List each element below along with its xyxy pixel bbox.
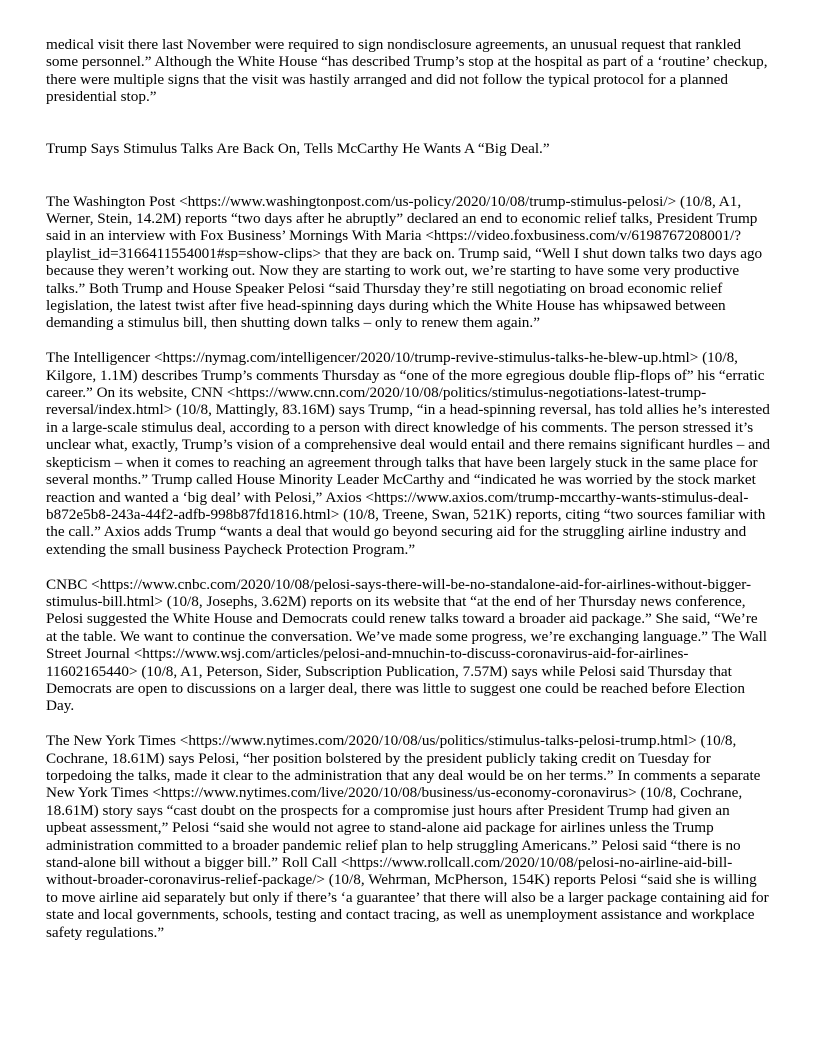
paragraph-washington-post: The Washington Post <https://www.washingtonpost.com/us-policy/2020/10/08/trump-stimulus-pelosi/> (10/8, A1, Werner, Stein, 14.2M) reports “two days after he abruptly” declared an end to economic relief talks, President Trump said in an interview with Fox Business’ Mornings With Maria <https://video.foxbusiness.com/v/6198767208001/?playlist_id=3166411554001#sp=show-clips> that they are back on. Trump said, “Well I shut down talks two days ago because they weren’t working out. Now they are starting to work out, we’re starting to have some very productive talks.” Both Trump and House Speaker Pelosi “said Thursday they’re still negotiating on broad economic relief legislation, the latest twist after five head-spinning days during which the White House has whipsawed between demanding a stimulus bill, then shutting down talks – only to renew them again.”	[46, 192, 763, 332]
section-heading-stimulus: Trump Says Stimulus Talks Are Back On, Tells McCarthy He Wants A “Big Deal.”	[46, 140, 550, 158]
paragraph-hospital-visit: medical visit there last November were required to sign nondisclosure agreements, an unusual request that rankled some personnel.” Although the White House “has described Trump’s stop at the hospital as part of a ‘routine’ checkup, there were multiple signs that the visit was hastily arranged and did not follow the typical protocol for a planned presidential stop.”	[46, 36, 768, 106]
document-page	[46, 36, 772, 941]
paragraph-new-york-times: The New York Times <https://www.nytimes.com/2020/10/08/us/politics/stimulus-talks-pelosi-trump.html> (10/8, Cochrane, 18.61M) says Pelosi, “her position bolstered by the president publicly taking credit on Tuesday for torpedoing the talks, made it clear to the administration that any deal would be on her terms.” In comments a separate New York Times <https://www.nytimes.com/live/2020/10/08/business/us-economy-coronavirus> (10/8, Cochrane, 18.61M) story says “cast doubt on the prospects for a compromise just hours after President Trump had given an upbeat assessment,” Pelosi “said she would not agree to stand-alone aid package for airlines unless the Trump administration committed to a broader pandemic relief plan to help struggling Americans.” Pelosi said “there is no stand-alone bill without a bigger bill.” Roll Call <https://www.rollcall.com/2020/10/08/pelosi-no-airline-aid-bill-without-broader-coronavirus-relief-package/> (10/8, Wehrman, McPherson, 154K) reports Pelosi “said she is willing to move airline aid separately but only if there’s ‘a guarantee’ that there will also be a larger package containing aid for state and local governments, schools, testing and contact tracing, as well as unemployment assistance and workplace safety regulations.”	[46, 732, 769, 941]
paragraph-cnbc: CNBC <https://www.cnbc.com/2020/10/08/pelosi-says-there-will-be-no-standalone-aid-for-airlines-without-bigger-stimulus-bill.html> (10/8, Josephs, 3.62M) reports on its website that “at the end of her Thursday news conference, Pelosi suggested the White House and Democrats could renew talks toward a broader aid package.” She said, “We’re at the table. We want to continue the conversation. We’ve made some progress, we’re exchanging language.” The Wall Street Journal <https://www.wsj.com/articles/pelosi-and-mnuchin-to-discuss-coronavirus-aid-for-airlines-11602165440> (10/8, A1, Peterson, Sider, Subscription Publication, 7.57M) says while Pelosi said Thursday that Democrats are open to discussions on a larger deal, there was little to suggest one could be reached before Election Day.	[46, 575, 768, 715]
paragraph-intelligencer: The Intelligencer <https://nymag.com/intelligencer/2020/10/trump-revive-stimulus-talks-he-blew-up.html> (10/8, Kilgore, 1.1M) describes Trump’s comments Thursday as “one of the more egregious double flip-flops of” his “erratic career.” On its website, CNN <https://www.cnn.com/2020/10/08/politics/stimulus-negotiations-latest-trump-reversal/index.html> (10/8, Mattingly, 83.16M) says Trump, “in a head-spinning reversal, has told allies he’s interested in a large-scale stimulus deal, according to a person with direct knowledge of his comments. The person stressed it’s unclear what, exactly, Trump’s vision of a comprehensive deal would entail and there remains significant hurdles – and skepticism – when it comes to reaching an agreement through talks that have been largely stuck in the same place for several months.” Trump called House Minority Leader McCarthy and “indicated he was worried by the stock market reaction and wanted a ‘big deal’ with Pelosi,” Axios <https://www.axios.com/trump-mccarthy-wants-stimulus-deal-b872e5b8-243a-44f2-adfb-998b87fd1816.html> (10/8, Treene, Swan, 521K) reports, citing “two sources familiar with the call.” Axios adds Trump “wants a deal that would go beyond securing aid for the struggling airline industry and extending the small business Paycheck Protection Program.”	[46, 349, 771, 558]
